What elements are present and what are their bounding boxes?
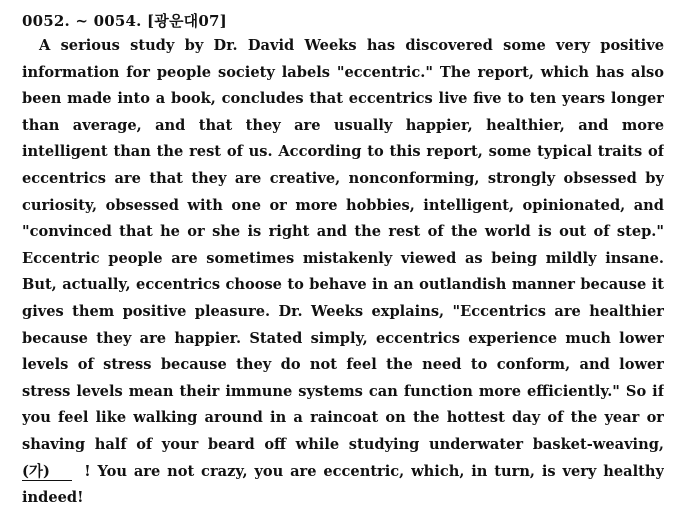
passage-line: intelligent than the rest of us. According to this report, some typical traits of bbox=[22, 143, 664, 161]
passage-line: A serious study by Dr. David Weeks has discovered some very positive bbox=[39, 37, 664, 54]
passage-line-rest: ! You are not crazy, you are eccentric, which, in turn, is very healthy bbox=[84, 462, 664, 480]
passage-line: eccentrics are that they are creative, nonconforming, strongly obsessed by bbox=[22, 169, 664, 187]
passage-line-final: indeed! bbox=[22, 489, 84, 507]
passage-line: you feel like walking around in a raincoat on the hottest day of the year or bbox=[22, 409, 664, 427]
passage-line: because they are happier. Stated simply, eccentrics experience much lower bbox=[22, 329, 664, 347]
passage-line: stress levels mean their immune systems can function more efficiently." So if bbox=[22, 382, 664, 400]
passage-line: shaving half of your beard off while studying underwater basket-weaving, bbox=[22, 435, 664, 453]
question-heading: 0052. ~ 0054. [광운대07] bbox=[22, 12, 227, 30]
passage-line: curiosity, obsessed with one or more hobbies, intelligent, opinionated, and bbox=[22, 196, 664, 214]
passage-line: "convinced that he or she is right and the rest of the world is out of step." bbox=[22, 223, 664, 241]
passage-line: been made into a book, concludes that eccentrics live five to ten years longer bbox=[22, 90, 664, 108]
passage-line: gives them positive pleasure. Dr. Weeks explains, "Eccentrics are healthier bbox=[22, 302, 664, 320]
passage bbox=[22, 33, 664, 512]
passage-line: than average, and that they are usually happier, healthier, and more bbox=[22, 116, 664, 134]
passage-line: Eccentric people are sometimes mistakenly viewed as being mildly insane. bbox=[22, 249, 664, 267]
blank-spacer bbox=[50, 463, 84, 480]
blank-label: (가) bbox=[22, 462, 50, 480]
passage-line: levels of stress because they do not feel the need to conform, and lower bbox=[22, 356, 664, 374]
passage-line-with-blank bbox=[22, 459, 664, 486]
passage-line: information for people society labels "eccentric." The report, which has also bbox=[22, 63, 664, 81]
answer-blank bbox=[22, 459, 50, 486]
passage-line: But, actually, eccentrics choose to behave in an outlandish manner because it bbox=[22, 276, 664, 294]
